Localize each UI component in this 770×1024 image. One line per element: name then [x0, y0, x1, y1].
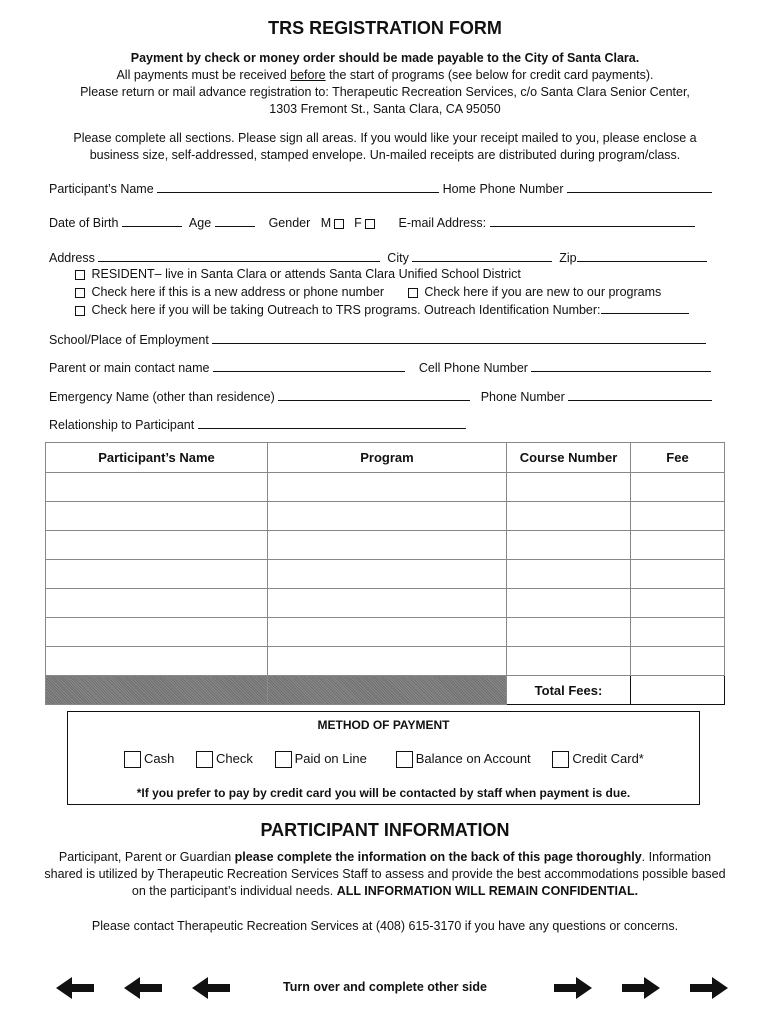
table-cell[interactable]: [46, 502, 268, 531]
payment-box: [67, 711, 700, 805]
cell-phone-field[interactable]: [531, 360, 711, 372]
col-program: Program: [268, 443, 507, 473]
table-cell[interactable]: [268, 618, 507, 647]
mail-address-street: 1303 Fremont St., Santa Clara, CA 95050: [269, 102, 501, 116]
table-cell[interactable]: [631, 618, 725, 647]
registration-table: [45, 442, 725, 705]
table-row: [46, 473, 725, 502]
table-row: [46, 502, 725, 531]
table-cell[interactable]: [507, 531, 631, 560]
table-cell[interactable]: [507, 618, 631, 647]
info-heading: PARTICIPANT INFORMATION: [260, 820, 510, 840]
new-address-checkbox[interactable]: [75, 288, 85, 298]
dob-row: Date of Birth Age Gender M F E-mail Address:: [49, 215, 695, 230]
table-cell[interactable]: [268, 473, 507, 502]
table-header-row: [46, 443, 725, 473]
info-line2: shared is utilized by Therapeutic Recreation Services Staff to assess and provide the best accommodations possible based: [44, 867, 726, 881]
arrow-right-icon: [688, 977, 728, 999]
email-field[interactable]: [490, 215, 695, 227]
arrow-right-icon: [552, 977, 592, 999]
outreach-row: Check here if you will be taking Outreach to TRS programs. Outreach Identification Number:: [72, 302, 689, 317]
table-cell[interactable]: [507, 589, 631, 618]
payment-heading: METHOD OF PAYMENT: [317, 718, 450, 732]
contact-line: Please contact Therapeutic Recreation Services at (408) 615-3170 if you have any questions or concerns.: [91, 919, 679, 933]
address-field[interactable]: [98, 250, 380, 262]
instructions-line1: Please complete all sections. Please sign all areas. If you would like your receipt mailed to you, please enclose a: [73, 131, 697, 145]
table-cell[interactable]: [46, 589, 268, 618]
phone-field[interactable]: [568, 389, 712, 401]
shaded-cell: [46, 676, 268, 705]
new-address-row: Check here if this is a new address or phone number Check here if you are new to our programs: [72, 285, 661, 299]
check-checkbox[interactable]: [196, 751, 213, 768]
payable-note: Payment by check or money order should be made payable to the City of Santa Clara.: [130, 51, 640, 65]
cash-checkbox[interactable]: [124, 751, 141, 768]
table-cell[interactable]: [268, 647, 507, 676]
school-row: School/Place of Employment: [49, 332, 706, 347]
total-fees-label: Total Fees:: [507, 676, 631, 705]
table-cell[interactable]: [507, 560, 631, 589]
gender-f-checkbox[interactable]: [365, 219, 375, 229]
table-cell[interactable]: [46, 560, 268, 589]
payment-options: Cash Check Paid on Line Balance on Account Credit Card*: [124, 751, 644, 768]
new-program-checkbox[interactable]: [408, 288, 418, 298]
info-line1: Participant, Parent or Guardian please complete the information on the back of this page thoroughly. Information: [58, 850, 712, 864]
shaded-cell: [268, 676, 507, 705]
col-fee: Fee: [631, 443, 725, 473]
table-row: [46, 618, 725, 647]
table-cell[interactable]: [507, 473, 631, 502]
table-cell[interactable]: [268, 531, 507, 560]
outreach-checkbox[interactable]: [75, 306, 85, 316]
emergency-field[interactable]: [278, 389, 470, 401]
credit-card-checkbox[interactable]: [552, 751, 569, 768]
participant-name-row: Participant’s Name Home Phone Number: [49, 181, 712, 196]
parent-row: Parent or main contact name Cell Phone Number: [49, 360, 711, 375]
payment-deadline-note: All payments must be received before the start of programs (see below for credit card payments).: [116, 68, 654, 82]
mail-address-note: Please return or mail advance registration to: Therapeutic Recreation Services, c/o Santa Clara Senior Center,: [80, 85, 690, 99]
table-cell[interactable]: [268, 502, 507, 531]
table-cell[interactable]: [631, 647, 725, 676]
table-cell[interactable]: [46, 647, 268, 676]
total-fees-field[interactable]: [631, 676, 725, 705]
balance-account-checkbox[interactable]: [396, 751, 413, 768]
relationship-field[interactable]: [198, 417, 466, 429]
gender-m-checkbox[interactable]: [334, 219, 344, 229]
table-row: [46, 560, 725, 589]
table-cell[interactable]: [46, 473, 268, 502]
home-phone-field[interactable]: [567, 181, 712, 193]
table-cell[interactable]: [46, 531, 268, 560]
table-cell[interactable]: [631, 589, 725, 618]
table-row: [46, 589, 725, 618]
table-row: [46, 531, 725, 560]
col-participant-name: Participant’s Name: [46, 443, 268, 473]
city-field[interactable]: [412, 250, 552, 262]
credit-card-note: *If you prefer to pay by credit card you will be contacted by staff when payment is due.: [136, 786, 631, 800]
total-row: [46, 676, 725, 705]
table-cell[interactable]: [631, 560, 725, 589]
table-cell[interactable]: [268, 560, 507, 589]
table-cell[interactable]: [268, 589, 507, 618]
table-row: [46, 647, 725, 676]
table-cell[interactable]: [46, 618, 268, 647]
resident-row: RESIDENT– live in Santa Clara or attends Santa Clara Unified School District: [72, 267, 521, 281]
table-cell[interactable]: [631, 502, 725, 531]
school-field[interactable]: [212, 332, 706, 344]
form-title: TRS REGISTRATION FORM: [268, 18, 502, 38]
relationship-row: Relationship to Participant: [49, 417, 466, 432]
participant-name-field[interactable]: [157, 181, 439, 193]
table-cell[interactable]: [631, 473, 725, 502]
table-cell[interactable]: [631, 531, 725, 560]
info-line3: on the participant’s individual needs. ALL INFORMATION WILL REMAIN CONFIDENTIAL.: [131, 884, 639, 898]
paid-online-checkbox[interactable]: [275, 751, 292, 768]
instructions-line2: business size, self-addressed, stamped envelope. Un-mailed receipts are distributed during program/class.: [89, 148, 681, 162]
table-cell[interactable]: [507, 647, 631, 676]
col-course-number: Course Number: [507, 443, 631, 473]
turn-over-text: Turn over and complete other side: [283, 980, 487, 994]
outreach-id-field[interactable]: [601, 302, 689, 314]
arrow-right-icon: [620, 977, 660, 999]
zip-field[interactable]: [577, 250, 707, 262]
parent-field[interactable]: [213, 360, 405, 372]
table-cell[interactable]: [507, 502, 631, 531]
dob-field[interactable]: [122, 215, 182, 227]
age-field[interactable]: [215, 215, 255, 227]
resident-checkbox[interactable]: [75, 270, 85, 280]
address-row: Address City Zip: [49, 250, 707, 265]
emergency-row: Emergency Name (other than residence) Phone Number: [49, 389, 712, 404]
